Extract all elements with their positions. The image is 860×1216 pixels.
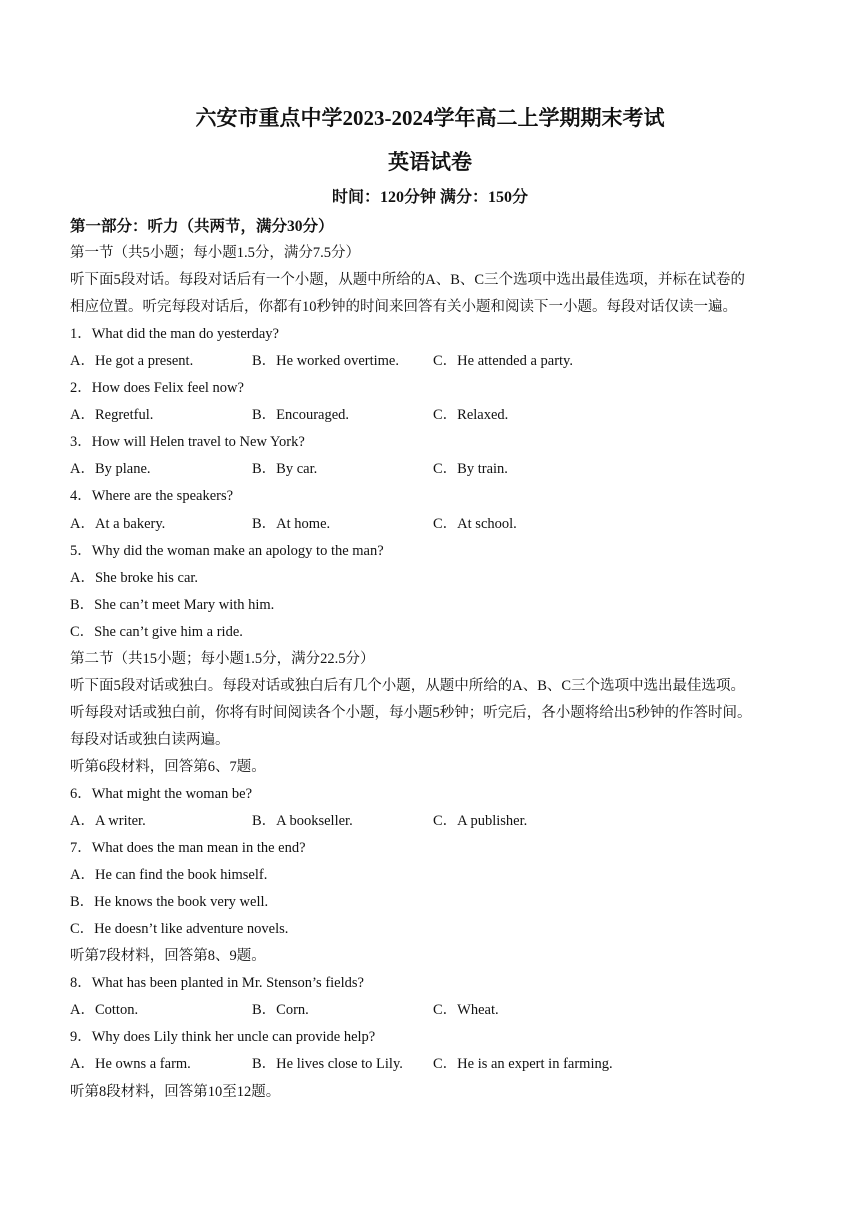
option-b: B．She can’t meet Mary with him.: [70, 596, 275, 613]
option-a: A．He can find the book himself.: [70, 867, 268, 884]
section2-instructions-line3: 每段对话或独白读两遍。: [70, 731, 230, 748]
material-7-note: 听第7段材料，回答第8、9题。: [70, 948, 266, 965]
question-stem: 9．Why does Lily think her uncle can provide help?: [70, 1029, 376, 1046]
option-a: A．Regretful.: [70, 407, 154, 424]
question-stem: 6．What might the woman be?: [70, 785, 253, 802]
option-b: B．A bookseller.: [252, 813, 353, 830]
options-row: [70, 402, 795, 429]
question-stem: 5．Why did the woman make an apology to the man?: [70, 542, 384, 559]
option-c: C．By train.: [433, 461, 508, 478]
options-row: [70, 348, 795, 375]
option-c: C．She can’t give him a ride.: [70, 623, 243, 640]
question-stem: 3．How will Helen travel to New York?: [70, 434, 305, 451]
option-c: C．He doesn’t like adventure novels.: [70, 921, 289, 938]
section1-instructions-line2: 相应位置。听完每段对话后，你都有10秒钟的时间来回答有关小题和阅读下一小题。每段对话仅读一遍。: [70, 299, 737, 316]
material-8-note: 听第8段材料，回答第10至12题。: [70, 1083, 281, 1100]
option-c: C．He is an expert in farming.: [433, 1056, 613, 1073]
section2-heading: 第二节（共15小题；每小题1.5分，满分22.5分）: [70, 650, 375, 667]
option-a: A．She broke his car.: [70, 569, 199, 586]
option-c: C．A publisher.: [433, 813, 528, 830]
option-b: B．He knows the book very well.: [70, 894, 269, 911]
option-b: B．Corn.: [252, 1002, 309, 1019]
question-stem: 1．What did the man do yesterday?: [70, 326, 279, 343]
section2-instructions-line1: 听下面5段对话或独白。每段对话或独白后有几个小题，从题中所给的A、B、C三个选项中选出最佳选项。: [70, 677, 746, 694]
exam-title: 六安市重点中学2023-2024学年高二上学期期末考试: [195, 106, 665, 130]
question-stem: 7．What does the man mean in the end?: [70, 840, 306, 857]
options-row: [70, 456, 795, 483]
question-stem: 8．What has been planted in Mr. Stenson’s fields?: [70, 975, 364, 992]
section2-instructions-line2: 听每段对话或独白前，你将有时间阅读各个小题，每小题5秒钟；听完后，各小题将给出5秒钟的作答时间。: [70, 704, 752, 721]
option-a: A．A writer.: [70, 813, 146, 830]
exam-body: [70, 213, 795, 1106]
section1-heading: 第一节（共5小题；每小题1.5分，满分7.5分）: [70, 245, 360, 262]
options-row: [70, 808, 795, 835]
option-a: A．By plane.: [70, 461, 151, 478]
option-b: B．At home.: [252, 515, 331, 532]
option-c: C．At school.: [433, 515, 517, 532]
option-a: A．At a bakery.: [70, 515, 166, 532]
option-a: A．He owns a farm.: [70, 1056, 191, 1073]
option-a: A．Cotton.: [70, 1002, 139, 1019]
part1-heading: 第一部分：听力（共两节，满分30分）: [70, 218, 334, 235]
option-b: B．He lives close to Lily.: [252, 1056, 403, 1073]
options-row: [70, 1051, 795, 1078]
options-row: [70, 997, 795, 1024]
question-stem: 2．How does Felix feel now?: [70, 380, 244, 397]
option-b: B．Encouraged.: [252, 407, 350, 424]
option-c: C．He attended a party.: [433, 353, 573, 370]
option-c: C．Wheat.: [433, 1002, 499, 1019]
question-stem: 4．Where are the speakers?: [70, 488, 234, 505]
option-c: C．Relaxed.: [433, 407, 509, 424]
option-a: A．He got a present.: [70, 353, 194, 370]
material-6-note: 听第6段材料，回答第6、7题。: [70, 758, 266, 775]
option-b: B．He worked overtime.: [252, 353, 399, 370]
option-b: B．By car.: [252, 461, 318, 478]
time-score-line: 时间：120分钟 满分：150分: [331, 189, 528, 206]
options-row: [70, 511, 795, 538]
exam-subtitle: 英语试卷: [388, 150, 472, 174]
section1-instructions-line1: 听下面5段对话。每段对话后有一个小题，从题中所给的A、B、C三个选项中选出最佳选项，并标在试卷的: [70, 272, 746, 289]
